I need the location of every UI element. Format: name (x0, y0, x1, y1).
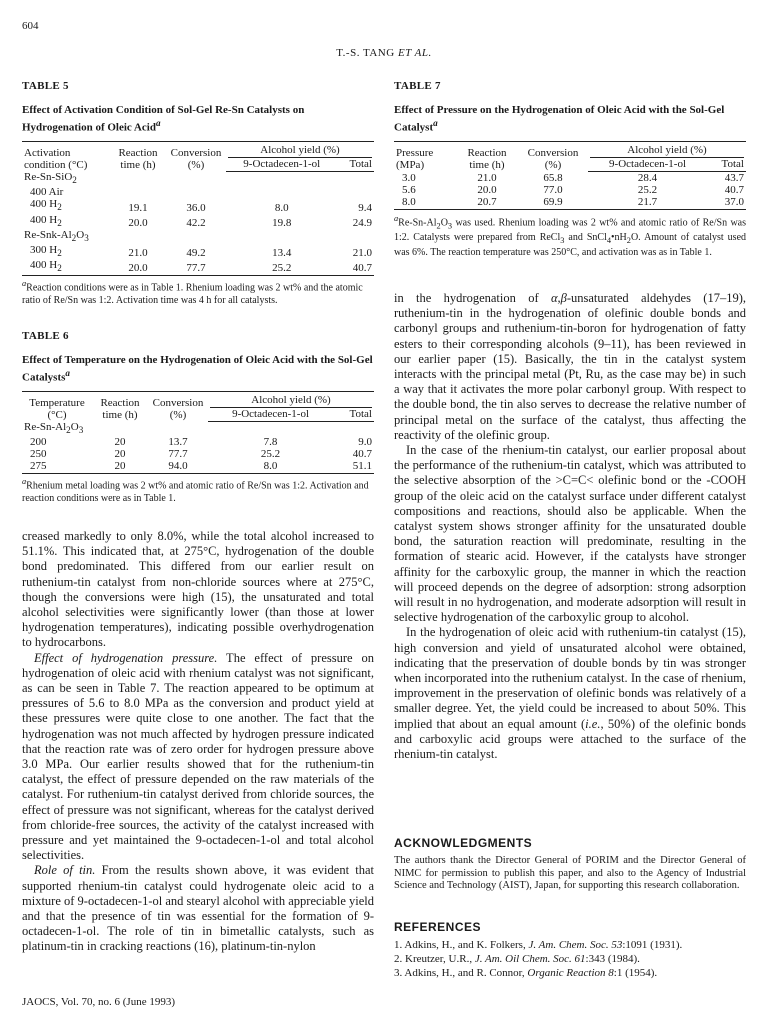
cell-conversion: 65.8 (543, 171, 563, 184)
left-paragraph-1: creased markedly to only 8.0%, while the total alcohol increased to 51.1%. This indicated that, at 275°C, hydrogenation of the double bond predominated. This differed from our earlier result on ruthenium-tin catalyst from non-chloride sources where at 275°C, though the conversions were high (15), the unsaturated and total alcohol selectivities were significantly lower (than those at lower hydrogenation temperatures), indicating possible overhydrogenation to hydrocarbons. (22, 529, 374, 650)
reference-rest: :343 (1984). (585, 953, 640, 965)
reference-item (394, 952, 746, 966)
reference-journal: Organic Reaction 8 (527, 967, 614, 979)
cell-time: 20.0 (477, 183, 497, 196)
cell-conversion (166, 229, 226, 244)
table-7-footnote-part: and SnCl (564, 231, 607, 243)
table-6-header-temperature: Temperature (°C) (22, 391, 92, 421)
cell-conversion (166, 186, 226, 198)
table-5-header-activation: Activation condition (°C) (22, 141, 110, 171)
cell-label: 5.6 (402, 183, 416, 196)
cell-total: 40.7 (724, 183, 744, 196)
reference-number: 3. (394, 967, 405, 979)
cell-time (92, 421, 148, 436)
reference-item (394, 966, 746, 980)
table-7-footnote-part: Re-Sn-Al (398, 216, 437, 228)
right-paragraph-3-text: In the hydrogenation of oleic acid with ruthenium-tin catalyst (15), high conversion and yield of unsaturated alcohol were obtained, indicating that the preservation of double bonds by tin was stronger when incorporated into the ruthenium catalyst. In the case of rhenium, improvement in the preservation of olefinic bonds was relatively of a smaller degree. Yet, the yield could be increased to about 50%. This implied that about an equal amount ( (394, 625, 746, 731)
table-7-header-alcohol-yield: Alcohol yield (%) (590, 144, 744, 158)
cell-label: $Re-Sn-Al_2O_3$ (24, 421, 84, 436)
cell-time (110, 171, 166, 186)
table-row (394, 196, 746, 210)
cell-label: 250 (30, 448, 47, 461)
reference-journal: J. Am. Oil Chem. Soc. 61 (474, 953, 586, 965)
subscript: 2 (57, 248, 62, 259)
running-head-etal: ET AL. (397, 47, 432, 59)
subscript: 2 (66, 425, 71, 436)
cell-time: 20 (114, 436, 126, 449)
cell-total: 37.0 (707, 196, 746, 210)
cell-total: 9.0 (358, 436, 372, 449)
cell-conversion: 36.0 (186, 201, 206, 214)
reference-authors: Adkins, H., and R. Connor, (404, 967, 528, 979)
cell-label: 400 $H_2$ (22, 259, 110, 276)
table-5-footnote (22, 278, 374, 306)
table-6-grid (22, 391, 374, 475)
reference-authors: Adkins, H., and K. Folkers, (404, 939, 529, 951)
table-6-caption (22, 354, 374, 385)
table-5-caption-text: Effect of Activation Condition of Sol-Gel Re-Sn Catalysts on Hydrogenation of Oleic Acid (22, 104, 305, 134)
cell-octadecenol: 28.4 (637, 171, 658, 184)
references-list (394, 938, 746, 980)
cell-total: 43.7 (724, 171, 744, 184)
table-7-label: TABLE 7 (394, 80, 441, 92)
cell-label: $Re-Snk-Al_2O_3$ (24, 228, 89, 243)
cell-time: 20.7 (456, 196, 518, 210)
table-5-footnote-mark: a (22, 279, 27, 289)
subscript: 2 (57, 263, 62, 274)
table-6-header-time: Reaction time (h) (92, 391, 148, 421)
cell-total: 51.1 (333, 460, 374, 474)
reference-authors: Kreutzer, U.R., (405, 953, 475, 965)
right-paragraph-3-ie: i.e. (585, 716, 601, 731)
table-6-footnote-text: Rhenium metal loading was 2 wt% and atomic ratio of Re/Sn was 1:2. Activation and reaction conditions were as in Table 1. (22, 480, 369, 504)
reference-rest: :1 (1954). (613, 967, 658, 979)
table-7-header-octadecenol: 9-Octadecen-1-ol (588, 158, 707, 172)
reference-number: 2. (394, 953, 405, 965)
table-5-header-octadecenol: 9-Octadecen-1-ol (226, 158, 338, 172)
right-paragraph-3 (394, 625, 746, 762)
left-paragraph-2-heading: Effect of hydrogenation pressure. (34, 650, 218, 665)
table-row (22, 171, 374, 186)
cell-octadecenol: 13.4 (272, 247, 292, 260)
table-7-footnote-sub: 2 (626, 235, 631, 245)
cell-octadecenol: 7.8 (263, 436, 278, 449)
journal-footer: JAOCS, Vol. 70, no. 6 (June 1993) (22, 996, 175, 1008)
subscript: 3 (78, 425, 84, 436)
table-7-header-conversion: Conversion (%) (518, 141, 588, 171)
right-paragraph-1-text: in the hydrogenation of (394, 291, 551, 305)
cell-total (338, 171, 374, 186)
subscript: 2 (57, 217, 62, 228)
left-paragraph-3-heading: Role of tin. (34, 863, 96, 878)
table-6-footnote-mark: a (22, 477, 27, 487)
table-row (22, 214, 374, 229)
cell-time: 20 (92, 460, 148, 474)
cell-time: 19.1 (128, 201, 148, 214)
cell-conversion: 69.9 (518, 196, 588, 210)
left-column-text (22, 529, 374, 955)
table-row (22, 186, 374, 198)
cell-total: 40.7 (352, 448, 372, 461)
cell-total: 21.0 (352, 247, 372, 260)
reference-rest: :1091 (1931). (622, 939, 683, 951)
table-6 (22, 330, 374, 505)
running-head-authors: T.-S. TANG (336, 47, 395, 59)
cell-total (338, 229, 374, 244)
cell-octadecenol (208, 421, 333, 436)
right-paragraph-1-text: -unsaturated aldehydes (17–19), ruthenium-tin in the hydrogenation of olefinic double bonds and carbonyl groups and ruthenium-tin-boron for hydrogenation of fatty esters to their corresponding alcohols (9–11), has been reviewed in our earlier paper (15). Basically, the tin in the catalyst system interacts with the principal metal (Pt, Ru, as the case may be) in such a way that it activates the more polar carbonyl group. With respect to the double bond, the tin also serves to decrease the relative number of principal metal on the surface of the catalyst, thus affecting the reactivity of the olefinic group. (394, 291, 746, 442)
table-row (22, 198, 374, 213)
left-paragraph-2 (22, 651, 374, 864)
cell-octadecenol: 8.0 (274, 201, 289, 214)
subscript: 3 (84, 232, 89, 243)
right-paragraph-1 (394, 291, 746, 443)
table-6-caption-text: Effect of Temperature on the Hydrogenation of Oleic Acid with the Sol-Gel Catalysts (22, 354, 373, 384)
cell-octadecenol: 25.2 (260, 448, 281, 461)
cell-octadecenol: 25.2 (226, 259, 338, 276)
cell-total (338, 186, 374, 198)
cell-time (110, 229, 166, 244)
table-7-footnote-part: was used. Rhenium loading was 2 wt% and atomic ratio of Re/Sn was 1:2. Catalysts were prepared from ReCl (394, 216, 746, 243)
cell-octadecenol (226, 186, 338, 198)
table-7 (394, 80, 746, 259)
table-row (22, 244, 374, 259)
cell-label: 8.0 (394, 196, 456, 210)
reference-journal: J. Am. Chem. Soc. 53 (528, 939, 623, 951)
left-paragraph-3-text: From the results shown above, it was evident that supported rhenium-tin catalyst could hydrogenate oleic acid to a mixture of 9-octadecen-1-ol and stearyl alcohol with appreciable yield and that the presence of tin was essential for the formation of 9-octadecen-1-ol. The role of tin in bimetallic catalysts, such as platinum-tin in cracking reactions (16), platinum-tin-nylon (22, 863, 375, 954)
table-5-grid (22, 141, 374, 277)
table-7-footnote-sub: 3 (447, 220, 453, 230)
table-row (22, 229, 374, 244)
cell-time: 20.0 (128, 216, 148, 229)
acknowledgments-text: The authors thank the Director General of PORIM and the Director General of NIMC for permission to publish this paper, and also to the Agency of Industrial Science and Technology (AIST), Japan, for supporting this research collaboration. (394, 855, 746, 892)
cell-octadecenol (226, 171, 338, 186)
cell-conversion: 94.0 (148, 460, 208, 474)
cell-conversion: 77.7 (166, 259, 226, 276)
right-paragraph-2: In the case of the rhenium-tin catalyst, our earlier proposal about the performance of the ruthenium-tin catalyst, which was attributed to the selective absorption of the >C=C< olefinic bond or the -COOH group of the oleic acid on the catalyst surface under different catalyst compositions and reactions, should also be applicable. When the catalyst system shows stronger affinity for the unsaturated double bond, the saturation reaction will predominate, resulting in the formation of stearic acid. However, if the catalysts have stronger affinity for the carboxylic group, the manner in which the reaction will proceed depends on the degree of adsorption: strong adsorption will result in no hydrogenation, and moderate adsorption will result in selective hydrogenation of the carboxylic group to alcohol. (394, 443, 746, 625)
table-5-footnote-text: Reaction conditions were as in Table 1. Rhenium loading was 2 wt% and the atomic ratio of Re/Sn was 1:2. Activation time was 4 h for all catalysts. (22, 282, 363, 306)
cell-total: 9.4 (358, 201, 372, 214)
cell-conversion: 42.2 (186, 216, 206, 229)
table-row (22, 259, 374, 276)
left-paragraph-2-text: The effect of pressure on hydrogenation of oleic acid with rhenium catalyst was not significant, as can be seen in Table 7. The reaction appeared to be optimum at pressures of 5.6 to 8.0 MPa as the conversion and product yield at these pressures were quite close to one another. The fact that the hydrogenation was not much affected by hydrogen pressure indicated that the reaction rate was of zero order for hydrogen pressure above 3.0 MPa. Our earlier results showed that for the ruthenium-tin catalyst, the effect of pressure depended on the raw materials of the catalyst. For ruthenium-tin catalyst derived from chloride sources, the effect of pressure was not significant, whereas for the catalyst derived from chloride-free sources, the activity of the catalyst increased with pressure and yet maintained the 9-octadecen-1-ol and total alcohol selectivities. (22, 650, 374, 863)
cell-time: 20.0 (110, 259, 166, 276)
cell-conversion: 49.2 (186, 247, 206, 260)
table-row (22, 436, 374, 448)
cell-conversion (166, 171, 226, 186)
table-5-caption (22, 104, 374, 135)
table-5 (22, 80, 374, 307)
table-7-footnote-part: O. Amount of catalyst used was 6%. The reaction temperature was 250°C, and activation was as in Table 1. (394, 231, 747, 258)
reference-item (394, 938, 746, 952)
table-7-footnote-part: •nH (611, 231, 627, 243)
table-7-footnote-sub: 4 (606, 235, 612, 245)
cell-total (333, 421, 374, 436)
table-7-caption (394, 104, 746, 135)
cell-time: 20 (114, 448, 126, 461)
table-7-header-total: Total (707, 158, 746, 172)
subscript: 2 (57, 202, 62, 213)
table-7-header-time: Reaction time (h) (456, 141, 518, 171)
cell-conversion: 13.7 (168, 436, 188, 449)
right-paragraph-3-text: , 50%) of the olefinic bonds and carboxylic acid groups were attached to the surface of the rhenium-tin catalyst. (394, 716, 746, 762)
acknowledgments-heading: ACKNOWLEDGMENTS (394, 836, 533, 850)
references-heading: REFERENCES (394, 920, 482, 934)
table-row (394, 184, 746, 196)
subscript: 2 (72, 175, 77, 186)
table-7-footnote-sub: 2 (436, 220, 441, 230)
table-6-header-conversion: Conversion (%) (148, 391, 208, 421)
table-7-caption-mark: a (433, 118, 438, 128)
right-paragraph-1-greek: α,β (550, 291, 567, 305)
cell-conversion (148, 421, 208, 436)
cell-label: 400 $H_2$ (30, 198, 62, 213)
page-number: 604 (22, 20, 39, 32)
cell-label: 300 $H_2$ (30, 243, 62, 259)
right-column-text (394, 291, 746, 762)
cell-label: 200 (30, 436, 47, 449)
table-5-header-total: Total (338, 158, 374, 172)
table-5-header-time: Reaction time (h) (110, 141, 166, 171)
table-7-footnote-part: O (440, 216, 448, 228)
table-7-header-pressure: Pressure (MPa) (394, 141, 456, 171)
table-6-footnote (22, 476, 374, 504)
table-row (22, 460, 374, 474)
table-row (394, 171, 746, 184)
table-5-caption-mark: a (155, 118, 161, 128)
table-6-caption-mark: a (65, 368, 70, 378)
table-7-footnote (394, 213, 746, 259)
running-head (0, 47, 768, 59)
table-7-caption-text: Effect of Pressure on the Hydrogenation of Oleic Acid with the Sol-Gel Catalyst (394, 104, 725, 134)
cell-total: 40.7 (338, 259, 374, 276)
subscript: 2 (71, 232, 77, 243)
cell-label: 400 $H_2$ (30, 213, 62, 228)
table-6-header-total: Total (333, 408, 374, 422)
cell-time (110, 186, 166, 198)
table-7-footnote-sub: 3 (560, 235, 565, 245)
cell-time: 21.0 (477, 171, 497, 184)
cell-octadecenol: 21.7 (588, 196, 707, 210)
table-6-header-octadecenol: 9-Octadecen-1-ol (208, 408, 333, 422)
table-7-footnote-mark: a (394, 213, 399, 223)
table-5-label: TABLE 5 (22, 80, 69, 92)
cell-conversion: 77.7 (168, 448, 188, 461)
cell-octadecenol: 25.2 (637, 183, 658, 196)
table-7-grid (394, 141, 746, 210)
table-row (22, 421, 374, 436)
left-paragraph-3 (22, 863, 374, 954)
table-5-header-alcohol-yield: Alcohol yield (%) (228, 144, 372, 158)
table-5-header-conversion: Conversion (%) (166, 141, 226, 171)
reference-number: 1. (394, 939, 405, 951)
table-6-header-alcohol-yield: Alcohol yield (%) (210, 394, 372, 408)
cell-label: 3.0 (402, 171, 416, 184)
table-6-label: TABLE 6 (22, 330, 69, 342)
cell-label: 400 Air (30, 186, 64, 199)
cell-octadecenol: 8.0 (208, 460, 333, 474)
cell-octadecenol (226, 229, 338, 244)
cell-octadecenol: 19.8 (272, 216, 292, 229)
cell-time: 21.0 (128, 247, 148, 260)
cell-label: 275 (22, 460, 92, 474)
cell-total: 24.9 (352, 216, 372, 229)
cell-conversion: 77.0 (543, 183, 563, 196)
table-row (22, 448, 374, 460)
cell-label: Re-Sn-SiO$_2$ (24, 171, 77, 186)
